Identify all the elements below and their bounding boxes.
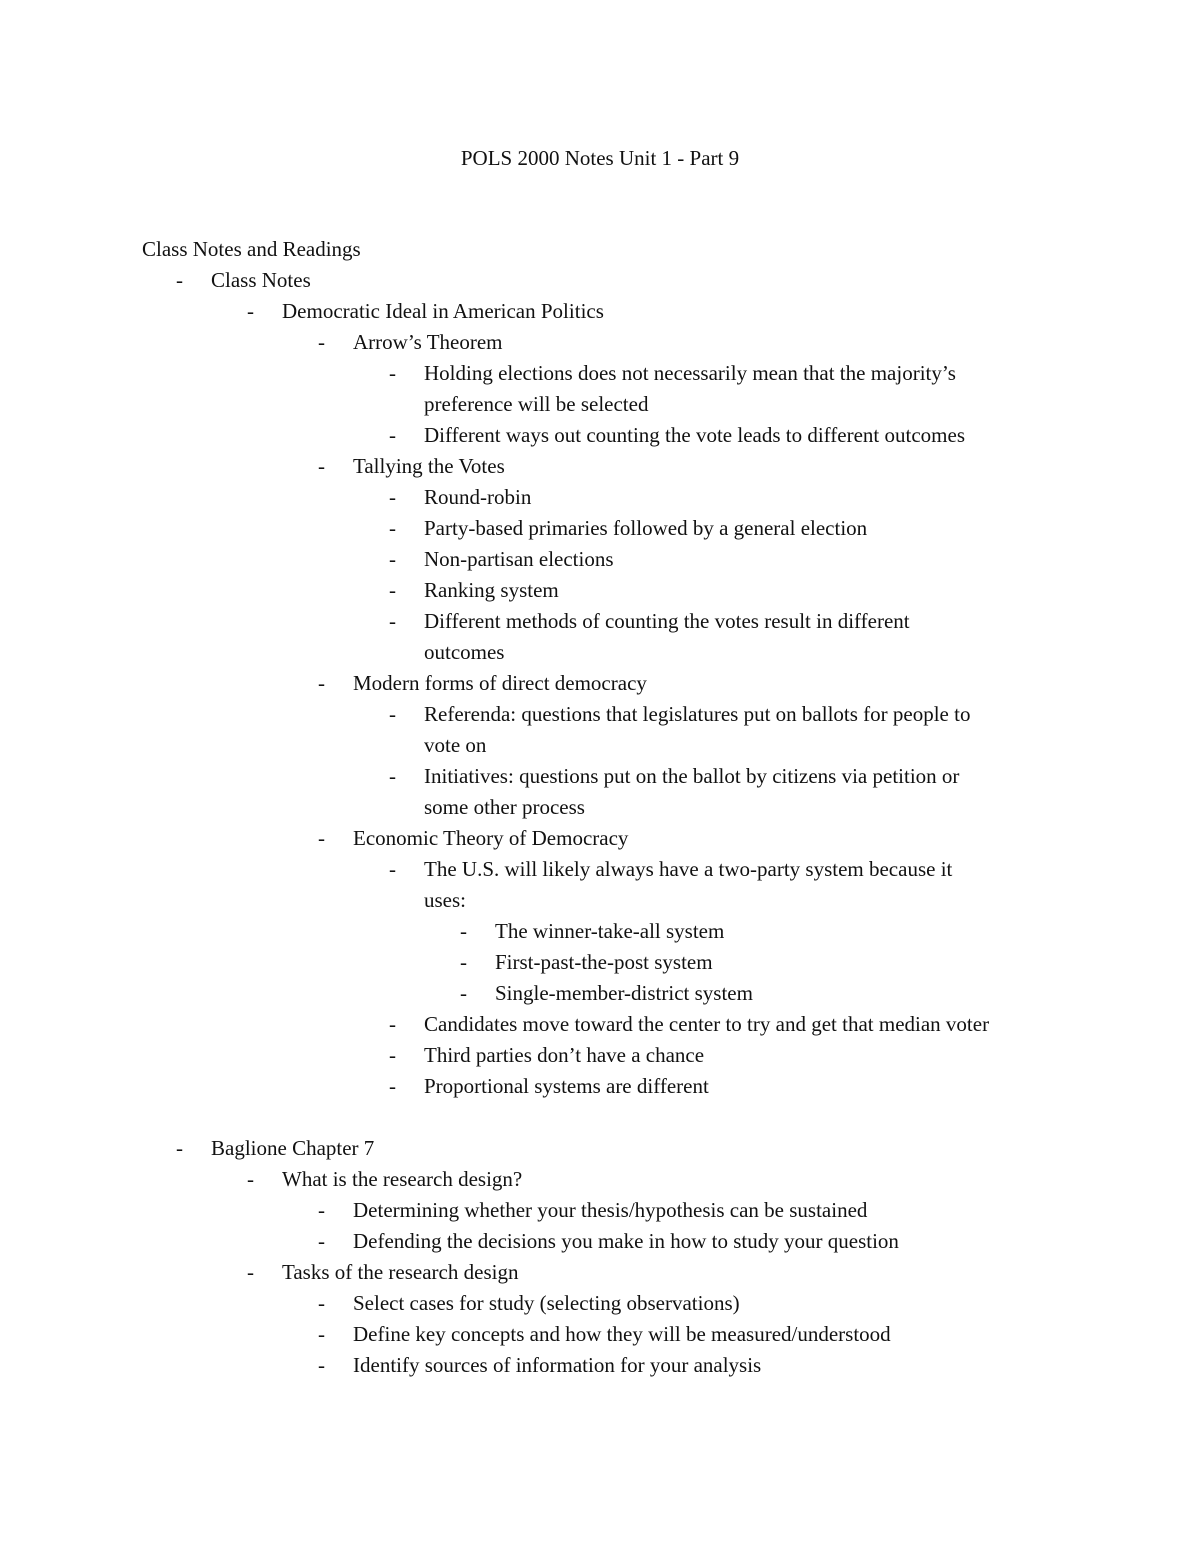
list-item xyxy=(0,482,1200,513)
list-item xyxy=(0,699,1200,730)
bullet-dash: - xyxy=(318,1229,325,1253)
list-item xyxy=(0,978,1200,1009)
list-item-continuation xyxy=(0,885,1200,916)
list-item xyxy=(0,513,1200,544)
list-item xyxy=(0,358,1200,389)
list-item xyxy=(0,761,1200,792)
list-item xyxy=(0,1040,1200,1071)
list-item-text: Non-partisan elections xyxy=(424,547,614,571)
bullet-dash: - xyxy=(389,547,396,571)
bullet-dash: - xyxy=(389,361,396,385)
bullet-dash: - xyxy=(318,1322,325,1346)
list-item xyxy=(0,668,1200,699)
notes-outline xyxy=(0,265,1200,1381)
list-item xyxy=(0,1133,1200,1164)
list-item xyxy=(0,606,1200,637)
list-item xyxy=(0,296,1200,327)
bullet-dash: - xyxy=(389,764,396,788)
list-item-text: Initiatives: questions put on the ballot by citizens via petition or xyxy=(424,764,960,788)
list-item-text: Referenda: questions that legislatures put on ballots for people to xyxy=(424,702,971,726)
list-item-text: Single-member-district system xyxy=(495,981,753,1005)
bullet-dash: - xyxy=(318,1353,325,1377)
list-item-text: Tasks of the research design xyxy=(282,1260,519,1284)
list-item-text: preference will be selected xyxy=(424,392,649,416)
list-item-text: some other process xyxy=(424,795,585,819)
list-item xyxy=(0,327,1200,358)
bullet-dash: - xyxy=(247,1260,254,1284)
list-item xyxy=(0,1071,1200,1102)
list-item xyxy=(0,544,1200,575)
bullet-dash: - xyxy=(318,671,325,695)
list-item-text: Identify sources of information for your analysis xyxy=(353,1353,762,1377)
list-item xyxy=(0,1350,1200,1381)
bullet-dash: - xyxy=(389,423,396,447)
bullet-dash: - xyxy=(318,826,325,850)
bullet-dash: - xyxy=(318,454,325,478)
list-item-text: Different ways out counting the vote leads to different outcomes xyxy=(424,423,965,447)
bullet-dash: - xyxy=(389,516,396,540)
list-item-text: First-past-the-post system xyxy=(495,950,713,974)
list-item-text: Democratic Ideal in American Politics xyxy=(282,299,604,323)
list-item xyxy=(0,1195,1200,1226)
list-item-text: Determining whether your thesis/hypothesis can be sustained xyxy=(353,1198,868,1222)
list-item xyxy=(0,1164,1200,1195)
list-item xyxy=(0,823,1200,854)
list-item xyxy=(0,854,1200,885)
bullet-dash: - xyxy=(176,268,183,292)
list-item-continuation xyxy=(0,637,1200,668)
section-heading: Class Notes and Readings xyxy=(142,237,361,261)
list-item xyxy=(0,1009,1200,1040)
list-item-text: Ranking system xyxy=(424,578,559,602)
bullet-dash: - xyxy=(460,981,467,1005)
list-item xyxy=(0,947,1200,978)
bullet-dash: - xyxy=(460,919,467,943)
list-item xyxy=(0,420,1200,451)
list-item-continuation xyxy=(0,389,1200,420)
blank-line xyxy=(0,1102,1200,1133)
list-item xyxy=(0,451,1200,482)
list-item-text: The winner-take-all system xyxy=(495,919,725,943)
list-item-text: Baglione Chapter 7 xyxy=(211,1136,375,1160)
bullet-dash: - xyxy=(318,330,325,354)
list-item-text: Holding elections does not necessarily mean that the majority’s xyxy=(424,361,956,385)
list-item-text: Tallying the Votes xyxy=(353,454,505,478)
bullet-dash: - xyxy=(389,1043,396,1067)
list-item xyxy=(0,1257,1200,1288)
list-item-text: Party-based primaries followed by a general election xyxy=(424,516,868,540)
bullet-dash: - xyxy=(176,1136,183,1160)
list-item-continuation xyxy=(0,792,1200,823)
bullet-dash: - xyxy=(318,1198,325,1222)
list-item-text: Different methods of counting the votes result in different xyxy=(424,609,910,633)
bullet-dash: - xyxy=(389,578,396,602)
list-item-text: Round-robin xyxy=(424,485,532,509)
bullet-dash: - xyxy=(389,857,396,881)
list-item xyxy=(0,1288,1200,1319)
bullet-dash: - xyxy=(247,1167,254,1191)
bullet-dash: - xyxy=(460,950,467,974)
list-item-text: Select cases for study (selecting observations) xyxy=(353,1291,740,1315)
list-item-text: What is the research design? xyxy=(282,1167,523,1191)
list-item xyxy=(0,575,1200,606)
list-item-continuation xyxy=(0,730,1200,761)
bullet-dash: - xyxy=(389,485,396,509)
list-item xyxy=(0,916,1200,947)
bullet-dash: - xyxy=(389,609,396,633)
list-item-text: Defending the decisions you make in how to study your question xyxy=(353,1229,899,1253)
bullet-dash: - xyxy=(389,702,396,726)
list-item xyxy=(0,1226,1200,1257)
list-item-text: outcomes xyxy=(424,640,505,664)
bullet-dash: - xyxy=(247,299,254,323)
list-item-text: Economic Theory of Democracy xyxy=(353,826,629,850)
bullet-dash: - xyxy=(389,1074,396,1098)
list-item xyxy=(0,1319,1200,1350)
list-item-text: Arrow’s Theorem xyxy=(353,330,503,354)
list-item-text: The U.S. will likely always have a two-party system because it xyxy=(424,857,953,881)
list-item-text: Class Notes xyxy=(211,268,311,292)
bullet-dash: - xyxy=(389,1012,396,1036)
list-item-text: uses: xyxy=(424,888,466,912)
list-item-text: Modern forms of direct democracy xyxy=(353,671,647,695)
bullet-dash: - xyxy=(318,1291,325,1315)
list-item-text: Proportional systems are different xyxy=(424,1074,709,1098)
list-item xyxy=(0,265,1200,296)
list-item-text: vote on xyxy=(424,733,487,757)
list-item-text: Candidates move toward the center to try and get that median voter xyxy=(424,1012,990,1036)
list-item-text: Define key concepts and how they will be measured/understood xyxy=(353,1322,891,1346)
document-title: POLS 2000 Notes Unit 1 - Part 9 xyxy=(460,146,740,170)
list-item-text: Third parties don’t have a chance xyxy=(424,1043,705,1067)
